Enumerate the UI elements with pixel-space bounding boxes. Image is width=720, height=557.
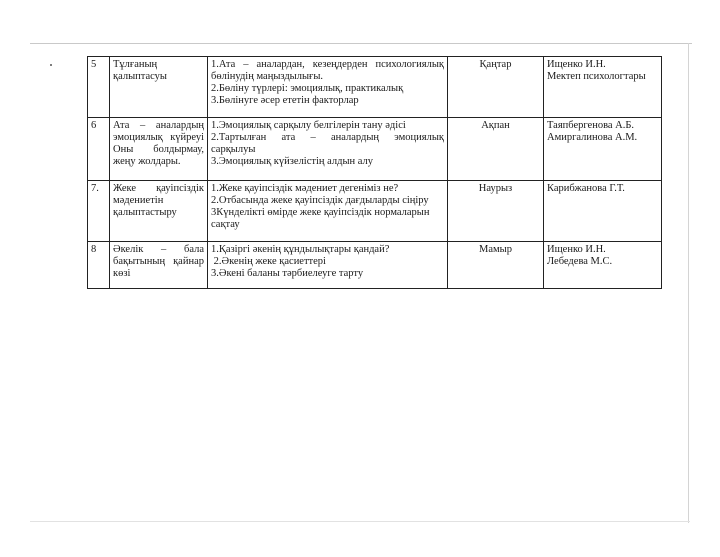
table-row [88,57,662,118]
responsible-person: Ищенко И.Н. [547,59,606,70]
row-topic: Әкелік – бала бақытының қайнар көзі [110,242,208,289]
content-line: 3Күнделікті өмірде жеке қауіпсіздік нормаларын [211,207,430,218]
row-content [208,57,448,118]
scan-speck [50,64,52,66]
responsible-person: Лебедева М.С. [547,256,613,267]
row-number: 5 [88,57,110,118]
responsible-person: Амиргалинова А.М. [547,132,638,143]
page-edge-right [688,43,689,523]
row-topic: Ата – аналардың эмоциялық күйреуі Оны болдырмау, жеңу жолдары. [110,118,208,181]
row-responsible [544,181,662,242]
table-row [88,242,662,289]
row-content [208,242,448,289]
responsible-person: Ищенко И.Н. [547,244,606,255]
row-number: 6 [88,118,110,181]
content-line: сақтау [211,219,240,230]
content-line: 3.Бөлінуге әсер ететін факторлар [211,95,359,106]
row-month: Ақпан [448,118,544,181]
table-row [88,181,662,242]
content-line: 1.Жеке қауіпсіздік мәдениет дегеніміз не? [211,183,399,194]
plan-table [87,56,662,289]
content-line: 1.Қазіргі әкенің құндылықтары қандай? [211,244,390,255]
row-topic: Жеке қауіпсіздік мәдениетін қалыптастыру [110,181,208,242]
row-content [208,118,448,181]
row-number: 7. [88,181,110,242]
content-line: бөлінудің маңыздылығы. [211,71,324,82]
row-number: 8 [88,242,110,289]
content-line: 1.Ата – аналардан, кезеңдерден психологиялық [211,59,444,70]
row-topic: Тұлғаның қалыптасуы [110,57,208,118]
responsible-person: Мектеп психологтары [547,71,646,82]
row-responsible [544,242,662,289]
row-month: Наурыз [448,181,544,242]
responsible-person: Таяпбергенова А.Б. [547,120,635,131]
content-line: 2.Әкенің жеке қасиеттері [211,256,326,267]
row-content [208,181,448,242]
content-line: 2.Отбасында жеке қауіпсіздік дағдыларды сіңіру [211,195,429,206]
row-responsible [544,57,662,118]
page-edge-bottom [30,521,690,522]
content-line: сарқылуы [211,144,256,155]
row-month: Қаңтар [448,57,544,118]
content-line: 1.Эмоциялық сарқылу белгілерін тану әдісі [211,120,406,131]
content-line: 2.Бөліну түрлері: эмоциялық, практикалық [211,83,404,94]
responsible-person: Карибжанова Г.Т. [547,183,625,194]
row-month: Мамыр [448,242,544,289]
page-edge-top [30,43,692,44]
content-line: 3.Эмоциялық күйзелістің алдын алу [211,156,374,167]
table-row [88,118,662,181]
content-line: 3.Әкені баланы тәрбиелеуге тарту [211,268,364,279]
content-line: 2.Тартылған ата – аналардың эмоциялық [211,132,444,143]
row-responsible [544,118,662,181]
